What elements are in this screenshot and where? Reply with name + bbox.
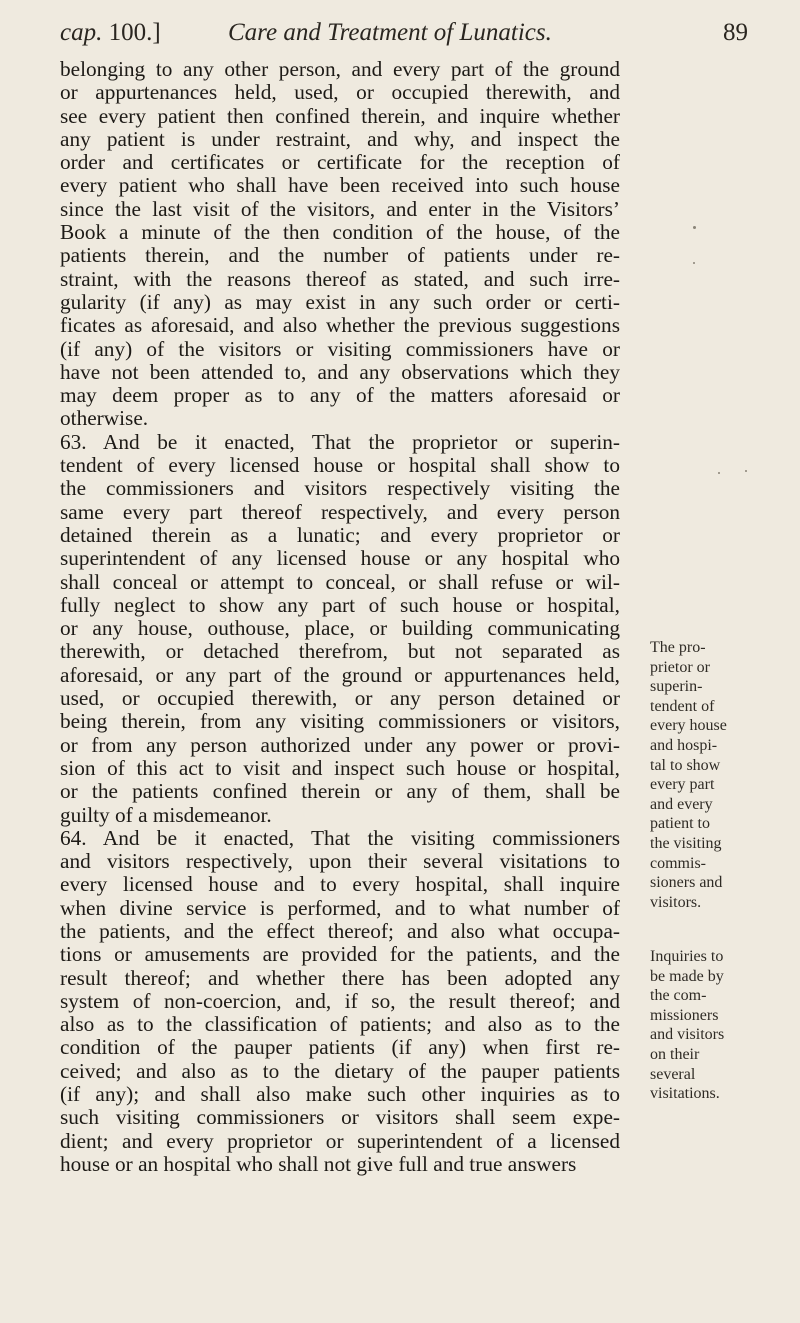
margin-note-line: tendent of (650, 697, 715, 715)
margin-note-line: and every (650, 795, 713, 813)
text-line: condition of the pauper patients (if any) when first re- (60, 1036, 620, 1060)
margin-note-line: tal to show (650, 756, 721, 774)
text-line: gularity (if any) as may exist in any such order or certi- (60, 290, 620, 314)
text-line: when divine service is performed, and to what number of (60, 896, 620, 920)
text-line: fully neglect to show any part of such house or hospital, (60, 593, 620, 617)
margin-note-line: and visitors (650, 1026, 725, 1044)
text-line: such visiting commissioners or visitors shall seem expe- (60, 1106, 620, 1130)
page-number: 89 (723, 19, 748, 46)
text-line: house or an hospital who shall not give full and true answers (60, 1152, 577, 1176)
margin-note-section-64 (650, 947, 780, 1104)
text-line: or the patients confined therein or any of them, shall be (60, 780, 620, 804)
margin-note-line: the visiting (650, 834, 722, 852)
margin-note-line: and hospi- (650, 736, 718, 754)
text-line: otherwise. (60, 407, 149, 431)
margin-note-line: prietor or (650, 658, 710, 676)
text-line: belonging to any other person, and every part of the ground (60, 58, 620, 81)
margin-note-line: every part (650, 776, 715, 794)
margin-note-line: be made by (650, 967, 724, 985)
text-line: used, or occupied therewith, or any person detained or (60, 687, 620, 711)
chapter-reference: cap. 100.] (60, 19, 161, 46)
text-line: guilty of a misdemeanor. (60, 803, 272, 827)
text-line: order and certificates or certificate for the reception of (60, 151, 620, 175)
margin-note-line: the com- (650, 987, 707, 1005)
text-line: detained therein as a lunatic; and every proprietor or (60, 523, 620, 547)
text-line: being therein, from any visiting commissioners or visitors, (60, 710, 620, 734)
text-line: shall conceal or attempt to conceal, or shall refuse or wil- (60, 570, 620, 594)
text-line: therewith, or detached therefrom, but not separated as (60, 640, 620, 664)
margin-note-line: sioners and (650, 874, 723, 892)
running-title: Care and Treatment of Lunatics. (228, 19, 552, 46)
margin-note-line: commis- (650, 854, 706, 872)
body-text (60, 58, 620, 1176)
text-line: every licensed house and to every hospital, shall inquire (60, 873, 620, 897)
text-line: ficates as aforesaid, and also whether the previous suggestions (60, 314, 620, 338)
text-line: dient; and every proprietor or superintendent of a licensed (60, 1129, 620, 1153)
text-line: tendent of every licensed house or hospital shall show to (60, 454, 620, 478)
paper-speck (693, 262, 695, 264)
text-line: also as to the classification of patients; and also as to the (60, 1013, 620, 1037)
text-line: Book a minute of the then condition of the house, of the (60, 221, 620, 245)
margin-note-section-63 (650, 638, 780, 912)
margin-note-line: patient to (650, 815, 710, 833)
text-line: tions or amusements are provided for the patients, and the (60, 943, 620, 967)
text-line: same every part thereof respectively, and every person (60, 500, 620, 524)
text-line: aforesaid, or any part of the ground or appurtenances held, (60, 663, 620, 687)
text-line: 64. And be it enacted, That the visiting commissioners (60, 826, 620, 850)
paper-speck (745, 470, 747, 472)
text-line: or from any person authorized under any power or provi- (60, 733, 620, 757)
text-line: (if any) of the visitors or visiting commissioners have or (60, 337, 620, 361)
text-line: since the last visit of the visitors, and enter in the Visitors’ (60, 197, 620, 221)
text-line: result thereof; and whether there has been adopted any (60, 966, 620, 990)
text-line: the patients, and the effect thereof; and also what occupa- (60, 919, 620, 943)
margin-note-line: visitations. (650, 1085, 720, 1103)
text-line: see every patient then confined therein, and inquire whether (60, 104, 620, 128)
margin-note-line: every house (650, 717, 727, 735)
text-line: have not been attended to, and any observations which they (60, 360, 620, 384)
margin-note-line: The pro- (650, 639, 706, 656)
text-line: superintendent of any licensed house or any hospital who (60, 547, 620, 571)
text-line: or any house, outhouse, place, or building communicating (60, 617, 620, 641)
text-line: may deem proper as to any of the matters aforesaid or (60, 384, 620, 408)
margin-note-line: visitors. (650, 893, 702, 911)
text-line: patients therein, and the number of patients under re- (60, 244, 620, 268)
text-line: or appurtenances held, used, or occupied therewith, and (60, 81, 620, 105)
running-header (60, 16, 748, 50)
margin-note-line: on their (650, 1045, 700, 1063)
paper-speck (693, 226, 696, 229)
text-line: ceived; and also as to the dietary of the pauper patients (60, 1059, 620, 1083)
margin-note-line: missioners (650, 1006, 719, 1024)
text-line: (if any); and shall also make such other inquiries as to (60, 1083, 620, 1107)
text-line: and visitors respectively, upon their several visitations to (60, 850, 620, 874)
text-line: the commissioners and visitors respectively visiting the (60, 477, 620, 501)
margin-note-line: superin- (650, 678, 703, 696)
margin-note-line: several (650, 1065, 696, 1083)
text-line: every patient who shall have been received into such house (60, 174, 620, 198)
text-line: any patient is under restraint, and why, and inspect the (60, 127, 620, 151)
text-line: sion of this act to visit and inspect such house or hospital, (60, 756, 620, 780)
text-line: straint, with the reasons thereof as stated, and such irre- (60, 267, 620, 291)
margin-note-line: Inquiries to (650, 948, 724, 965)
paper-speck (718, 472, 720, 474)
text-line: system of non-coercion, and, if so, the result thereof; and (60, 989, 620, 1013)
text-line: 63. And be it enacted, That the proprietor or superin- (60, 430, 620, 454)
